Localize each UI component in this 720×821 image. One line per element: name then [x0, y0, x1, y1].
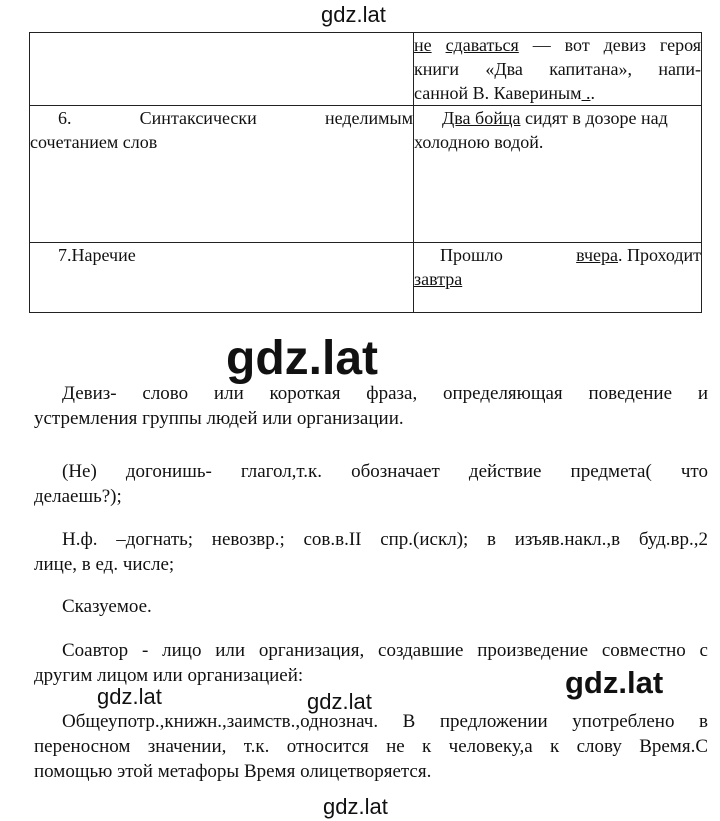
underlined-word: .: [581, 83, 591, 103]
table-cell-example: [414, 106, 702, 243]
label-text: 7.Наречие: [58, 245, 136, 265]
label-word: Синтаксически: [139, 108, 257, 128]
watermark-top: gdz.lat: [321, 2, 386, 27]
paragraph-definition: [34, 381, 708, 431]
text-line: Общеупотр.,книжн.,заимств.,однознач. В предложении употреблено в: [62, 711, 708, 732]
paragraph-morphology: [34, 527, 708, 577]
text-line: переносном значении, т.к. относится не к человеку,а к слову Время.С: [34, 736, 708, 757]
watermark-big: gdz.lat: [226, 332, 378, 385]
paragraph-role: [62, 594, 708, 619]
underlined-word: вчера: [576, 245, 618, 265]
paragraph-verb: [34, 459, 708, 509]
underlined-word: Два бойца: [442, 108, 521, 128]
paragraph-analysis: [34, 709, 708, 784]
example-text: сидят в дозоре над: [520, 108, 668, 128]
text-line: устремления группы людей или организации.: [34, 408, 404, 429]
label-word: неделимым: [324, 108, 413, 128]
row-number: 6.: [58, 108, 72, 128]
table-cell-label: [30, 243, 414, 313]
text-line: помощью этой метафоры Время олицетворяется.: [34, 761, 432, 782]
watermark-bottom: gdz.lat: [323, 794, 388, 819]
text-line: лице, в ед. числе;: [34, 554, 175, 575]
table-cell-example: [414, 33, 702, 106]
example-text: холодною водой.: [414, 132, 544, 152]
table-row: [30, 243, 702, 313]
table-row: [30, 33, 702, 106]
watermark-mid-small: gdz.lat: [307, 689, 372, 714]
example-text: санной В. Кавериным: [414, 83, 582, 103]
text-line: (Не) догонишь- глагол,т.к. обозначает действие предмета( что: [62, 461, 708, 482]
table-row: [30, 106, 702, 243]
label-text: сочетанием слов: [30, 132, 158, 152]
text-line: делаешь?);: [34, 486, 122, 507]
watermark-left-small: gdz.lat: [97, 684, 162, 709]
underlined-word: сдаваться: [445, 35, 519, 55]
example-text: — вот девиз героя: [518, 35, 702, 55]
text-line: Сказуемое.: [62, 596, 152, 617]
text-line: Соавтор - лицо или организация, создавшие произведение совместно с: [62, 640, 708, 661]
example-text: . Проходит: [617, 245, 701, 265]
example-text: Прошло: [440, 245, 503, 265]
table-cell-empty: [30, 33, 414, 106]
text-line: другим лицом или организацией:: [34, 665, 304, 686]
grammar-table: [29, 32, 702, 313]
text-line: Девиз- слово или короткая фраза, определяющая поведение и: [62, 383, 708, 404]
example-text: книги «Два капитана», напи-: [414, 59, 701, 79]
text-line: Н.ф. –догнать; невозвр.; сов.в.II спр.(искл); в изъяв.накл.,в буд.вр.,2: [62, 529, 708, 550]
table-cell-label: [30, 106, 414, 243]
table-cell-example: [414, 243, 702, 313]
underlined-word: завтра: [414, 269, 463, 289]
example-text: .: [590, 83, 595, 103]
underlined-word: не: [414, 35, 432, 55]
watermark-right: gdz.lat: [565, 665, 664, 700]
